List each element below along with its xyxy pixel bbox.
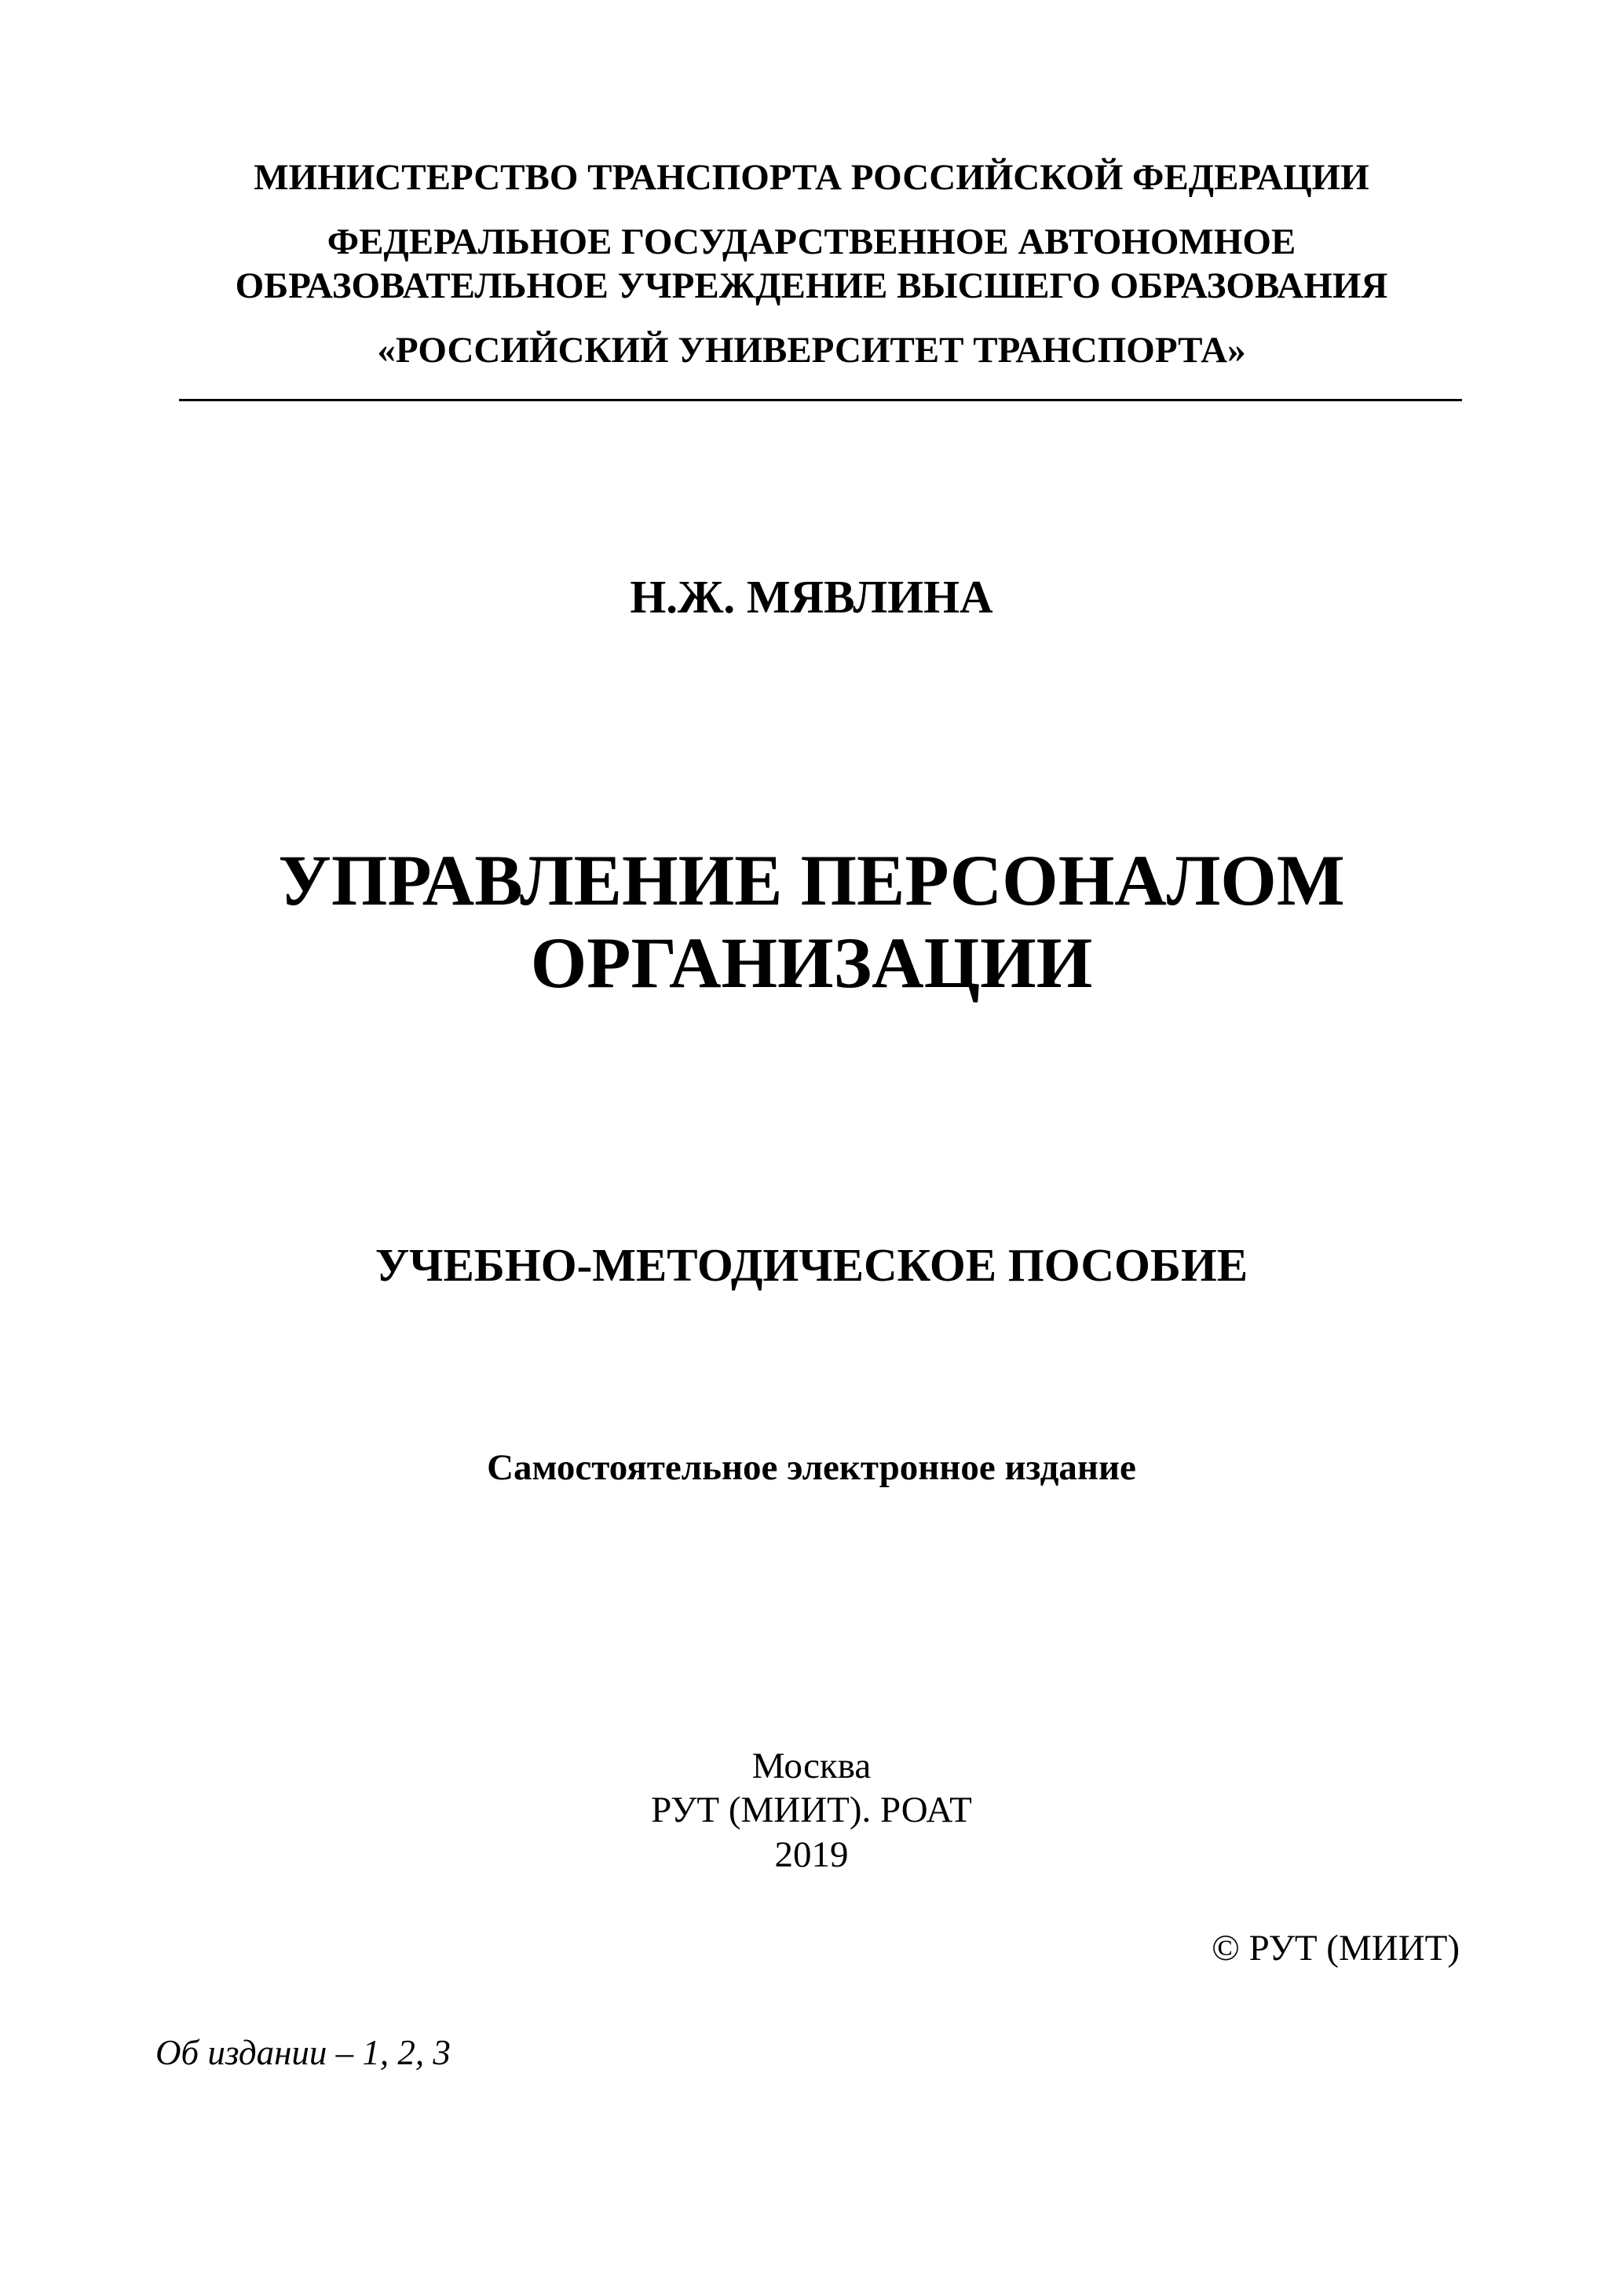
institution-heading-line1: ФЕДЕРАЛЬНОЕ ГОСУДАРСТВЕННОЕ АВТОНОМНОЕ (327, 221, 1296, 262)
book-title-line2: ОРГАНИЗАЦИИ (530, 923, 1093, 1003)
imprint-year: 2019 (774, 1834, 849, 1875)
header-divider (179, 399, 1462, 401)
imprint-publisher: РУТ (МИИТ). РОАТ (651, 1790, 972, 1830)
book-title-line1: УПРАВЛЕНИЕ ПЕРСОНАЛОМ (278, 840, 1345, 920)
about-edition (155, 2035, 451, 2071)
ministry-heading: МИНИСТЕРСТВО ТРАНСПОРТА РОССИЙСКОЙ ФЕДЕРАЦИИ (254, 157, 1369, 198)
edition-note: Самостоятельное электронное издание (487, 1447, 1136, 1488)
book-subtitle: УЧЕБНО-МЕТОДИЧЕСКОЕ ПОСОБИЕ (375, 1239, 1248, 1291)
author-name: Н.Ж. МЯВЛИНА (630, 571, 993, 623)
institution-heading-line2: ОБРАЗОВАТЕЛЬНОЕ УЧРЕЖДЕНИЕ ВЫСШЕГО ОБРАЗОВАНИЯ (235, 265, 1388, 306)
about-edition-link[interactable]: Об издании – 1, 2, 3 (155, 2033, 451, 2072)
copyright-notice: © РУТ (МИИТ) (1212, 1928, 1460, 1969)
university-heading: «РОССИЙСКИЙ УНИВЕРСИТЕТ ТРАНСПОРТА» (377, 330, 1246, 371)
imprint-city: Москва (751, 1746, 872, 1786)
